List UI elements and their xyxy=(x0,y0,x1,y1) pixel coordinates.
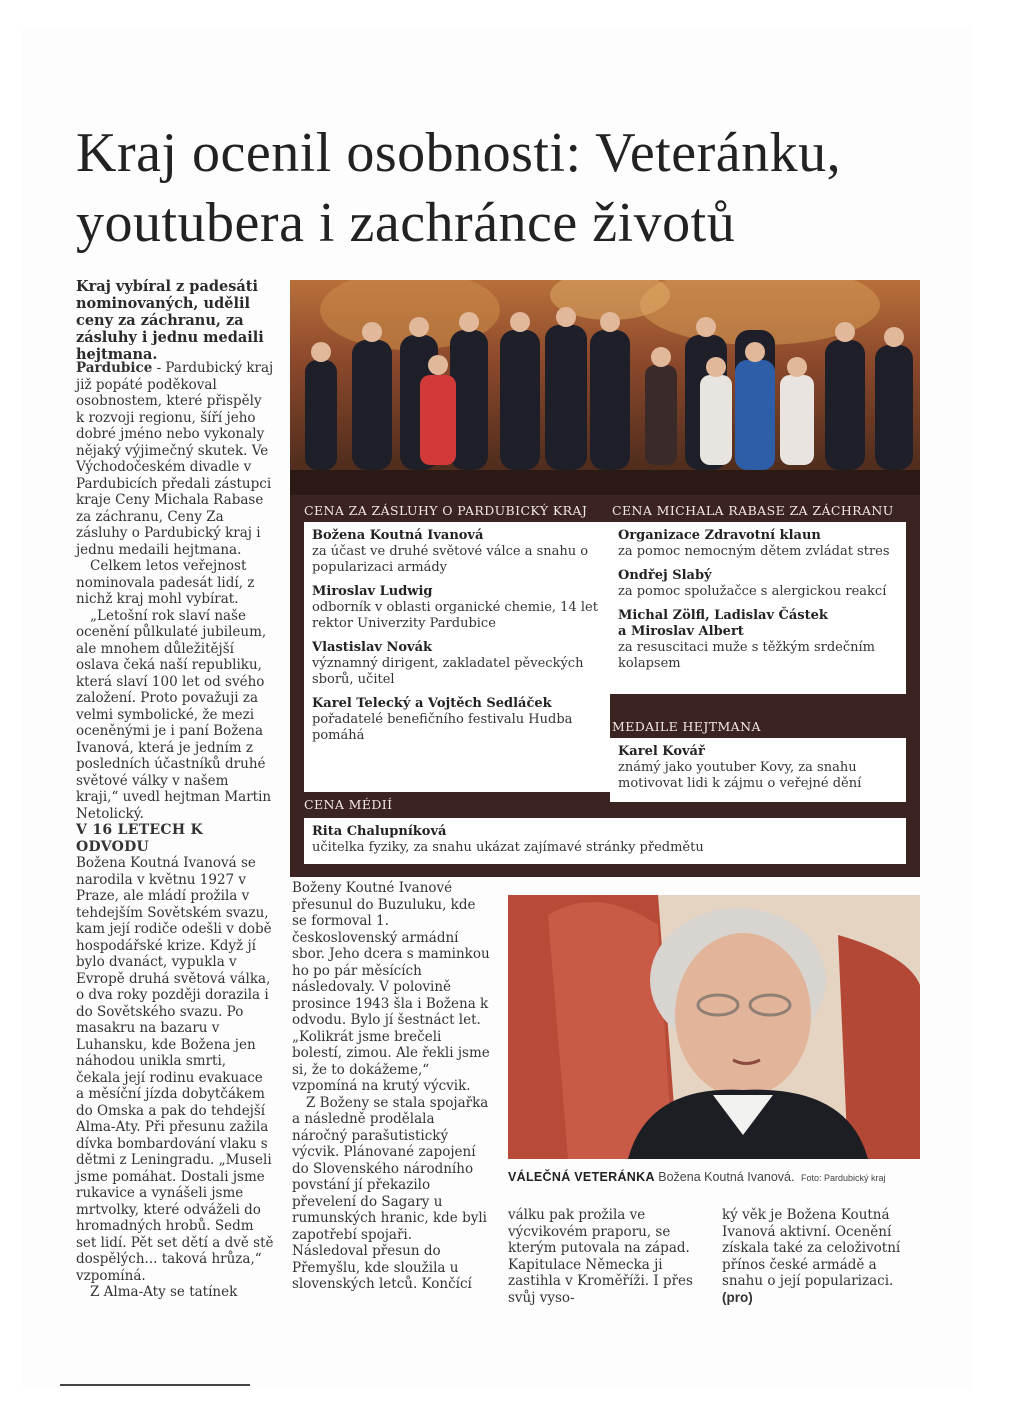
laureate-name: Organizace Zdravotní klaun xyxy=(618,528,821,543)
column-3 xyxy=(508,1207,708,1306)
paragraph-text: ký věk je Božena Koutná Ivanová aktivní. Ocenění získala také za celoživotní přínos české armádě a snahu o její popularizaci. xyxy=(722,1207,901,1289)
laureate-description: za pomoc nemocným dětem zvládat stres xyxy=(618,544,890,559)
headline-line-2: youtubera i zachránce životů xyxy=(76,192,736,254)
award-ceremony-photo xyxy=(290,280,920,502)
paragraph xyxy=(722,1207,922,1306)
laureate-name: Ondřej Slabý xyxy=(618,568,712,583)
paragraph: „Letošní rok slaví naše ocenění půlkulaté jubileum, ale mnohem důležitější oslava čeká naší republiku, která slaví 100 let od svého založení. Proto považuji za velmi symbolické, že mezi oceněnými je i paní Božena Ivanová, která je jedním z posledních účastníků druhé světové války v našem kraji,“ uvedl hejtman Martin Netolický. xyxy=(76,607,272,822)
caption-label: VÁLEČNÁ VETERÁNKA xyxy=(508,1170,655,1184)
award-card-zasluhy xyxy=(304,522,610,792)
column-2 xyxy=(292,880,492,1293)
award-category-title: CENA ZA ZÁSLUHY O PARDUBICKÝ KRAJ xyxy=(304,503,588,518)
paragraph: Z Alma-Aty se tatínek xyxy=(90,1284,238,1300)
photo-caption xyxy=(508,1170,928,1184)
author-signature: (pro) xyxy=(722,1289,753,1305)
section-subhead: V 16 LETECH K ODVODU xyxy=(76,822,204,855)
laureate-name: Božena Koutná Ivanová xyxy=(312,528,484,543)
photo-credit: Foto: Pardubický kraj xyxy=(800,1173,886,1183)
bottom-rule xyxy=(60,1384,250,1386)
laureate-description: pořadatelé benefičního festivalu Hudba pomáhá xyxy=(312,712,573,743)
laureate-description: za resuscitaci muže s těžkým srdečním kolapsem xyxy=(618,640,876,671)
award-category-title: CENA MÉDIÍ xyxy=(304,797,393,812)
laureate-description: za účast ve druhé světové válce a snahu o popularizaci armády xyxy=(312,544,589,575)
award-category-title: CENA MICHALA RABASE ZA ZÁCHRANU xyxy=(612,503,894,518)
veteran-photo-illustration xyxy=(508,895,920,1159)
article-headline xyxy=(76,118,956,258)
column-1 xyxy=(76,360,274,1301)
veteran-portrait-photo xyxy=(508,895,920,1159)
dateline: Pardubice xyxy=(76,360,153,376)
paragraph: Z Boženy se stala spojařka a následně prodělala náročný parašutistický výcvik. Plánované zapojení do Slovenského národního povstání jí překazilo převelení do Sagary u rumunských hranic, kde byli zapotřebí spojaři. Následoval přesun do Přemyšlu, kde sloužila u slovenských letců. Končící xyxy=(292,1094,489,1292)
award-card-medaile xyxy=(610,738,906,802)
laureate-name: Karel Telecký a Vojtěch Sedláček xyxy=(312,696,552,711)
ceremony-photo-illustration xyxy=(290,280,920,502)
award-card-rabas xyxy=(610,522,906,694)
laureate-name: Miroslav Ludwig xyxy=(312,584,433,599)
laureate-name: Vlastislav Novák xyxy=(312,640,433,655)
paragraph xyxy=(76,360,274,558)
laureate-description: významný dirigent, zakladatel pěveckých sborů, učitel xyxy=(312,656,584,687)
laureate-name-continued: a Miroslav Albert xyxy=(618,624,744,639)
laureate-description: učitelka fyziky, za snahu ukázat zajímavé stránky předmětu xyxy=(312,840,704,855)
headline-line-1: Kraj ocenil osobnosti: Veteránku, xyxy=(76,122,842,184)
paragraph: Celkem letos veřejnost nominovala padesát lidí, z nichž kraj mohl vybírat. xyxy=(76,558,255,607)
caption-text: Božena Koutná Ivanová. xyxy=(658,1170,795,1184)
paragraph: Boženy Koutné Ivanové přesunul do Buzuluku, kde se formoval 1. československý armádní sbor. Jeho dcera s maminkou ho po pár měsících následovaly. V polovině prosince 1943 šla i Božena k odvodu. Bylo jí šestnáct let. „Kolikrát jsme brečeli bolestí, zimou. Ale řekli jsme si, že to dokážeme,“ vzpomíná na krutý výcvik. xyxy=(292,880,490,1094)
article-lead: Kraj vybíral z padesáti nominovaných, udělil ceny za záchranu, za zásluhy i jednu medaili hejtmana. xyxy=(76,278,264,363)
laureate-name: Michal Zölfl, Ladislav Částek xyxy=(618,608,828,623)
laureate-description: známý jako youtuber Kovy, za snahu motivovat lidi k zájmu o veřejné dění xyxy=(618,760,862,791)
column-4 xyxy=(722,1207,922,1306)
laureate-name: Karel Kovář xyxy=(618,744,705,759)
laureate-description: za pomoc spolužačce s alergickou reakcí xyxy=(618,584,887,599)
paragraph-text: - Pardubický kraj již popáté poděkoval osobnostem, které přispěly k rozvoji regionu, šíří jeho dobré jméno nebo vykonaly nějaký výjimečný skutek. Ve Východočeském divadle v Pardubicích předali zástupci kraje Ceny Michala Rabase za záchranu, Ceny Za zásluhy o Pardubický kraj i jednu medaili hejtmana. xyxy=(76,360,274,558)
laureate-description: odborník v oblasti organické chemie, 14 let rektor Univerzity Pardubice xyxy=(312,600,598,631)
award-category-title: MEDAILE HEJTMANA xyxy=(612,719,761,734)
paragraph: válku pak prožila ve výcvikovém praporu, se kterým putovala na západ. Kapitulace Německa ji zastihla v Kroměříži. I přes svůj vyso- xyxy=(508,1207,693,1306)
award-card-media xyxy=(304,818,906,864)
laureate-name: Rita Chalupníková xyxy=(312,824,447,839)
paragraph: Božena Koutná Ivanová se narodila v květnu 1927 v Praze, ale mládí prožila v tehdejším Sovětském svazu, kam její rodiče odešli v době hospodářské krize. Když jí bylo dvanáct, vypukla v Evropě druhá světová válka, o dva roky později dorazila i do Sovětského svazu. Po masakru na bazaru v Luhansku, kde Božena jen náhodou unikla smrti, čekala její rodinu evakuace a měsíční jízda dobytčákem do Omska a pak do tehdejší Alma-Aty. Při přesunu zažila dívka bombardování vlaku s dětmi z Leningradu. „Museli jsme pomáhat. Dostali jsme rukavice a vynášeli jsme mrtvolky, které odváželi do hromadných hrobů. Sedm set lidí. Pět set dětí a dvě stě dospělých... taková hrůza,“ vzpomíná. xyxy=(76,855,274,1284)
